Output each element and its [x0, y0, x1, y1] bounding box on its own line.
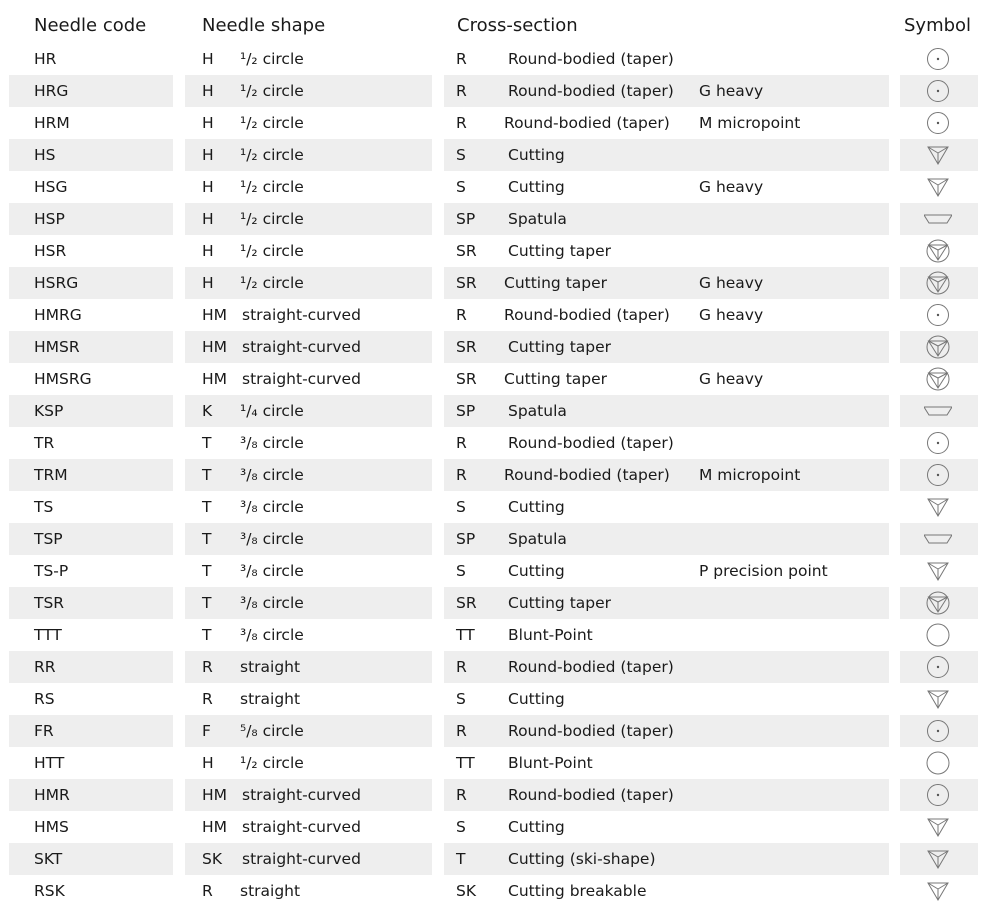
cross-name-cell: Cutting taper — [504, 370, 608, 388]
cross-name-cell: Cutting — [508, 690, 565, 708]
cross-name-cell: Cutting — [508, 498, 565, 516]
shape-letter-cell: H — [202, 82, 214, 100]
cutting-cross-section-icon — [924, 687, 952, 711]
cross-name-cell: Cutting taper — [508, 338, 612, 356]
table-row — [0, 427, 985, 459]
cross-code-cell: S — [456, 498, 466, 516]
needle-code-cell: HRM — [34, 114, 70, 132]
cutting-taper-cross-section-icon — [924, 335, 952, 359]
table-row — [0, 331, 985, 363]
cross-name-cell: Round-bodied (taper) — [508, 658, 674, 676]
round-cross-section-icon — [924, 783, 952, 807]
round-cross-section-icon — [924, 47, 952, 71]
cross-code-cell: T — [456, 850, 466, 868]
shape-name-cell: ¹/₂ circle — [240, 50, 304, 68]
table-row — [0, 715, 985, 747]
shape-name-cell: ¹/₂ circle — [240, 274, 304, 292]
shape-name-cell: straight-curved — [242, 306, 361, 324]
cross-code-cell: R — [456, 786, 467, 804]
blunt-cross-section-icon — [924, 623, 952, 647]
shape-letter-cell: HM — [202, 786, 228, 804]
shape-letter-cell: H — [202, 274, 214, 292]
shape-name-cell: ³/₈ circle — [240, 594, 304, 612]
shape-letter-cell: HM — [202, 338, 228, 356]
spatula-cross-section-icon — [924, 399, 952, 423]
cross-name-cell: Cutting taper — [508, 242, 612, 260]
cross-code-cell: S — [456, 562, 466, 580]
row-band — [185, 459, 432, 491]
shape-name-cell: ³/₈ circle — [240, 562, 304, 580]
shape-name-cell: straight-curved — [242, 338, 361, 356]
row-band — [185, 683, 432, 715]
shape-letter-cell: T — [202, 626, 212, 644]
cross-code-cell: S — [456, 146, 466, 164]
header-cross-section: Cross-section — [457, 15, 578, 36]
table-row — [0, 587, 985, 619]
shape-name-cell: ¹/₄ circle — [240, 402, 304, 420]
table-row — [0, 619, 985, 651]
row-band — [185, 587, 432, 619]
cross-name-cell: Blunt-Point — [508, 754, 593, 772]
shape-letter-cell: K — [202, 402, 213, 420]
cross-code-cell: S — [456, 178, 466, 196]
shape-letter-cell: R — [202, 658, 213, 676]
cross-code-cell: R — [456, 434, 467, 452]
cross-name-cell: Cutting taper — [508, 594, 612, 612]
table-row — [0, 267, 985, 299]
needle-code-cell: TRM — [34, 466, 68, 484]
shape-letter-cell: H — [202, 178, 214, 196]
shape-letter-cell: T — [202, 530, 212, 548]
needle-code-cell: HMS — [34, 818, 69, 836]
row-band — [185, 267, 432, 299]
header-symbol: Symbol — [904, 15, 972, 36]
row-band — [185, 203, 432, 235]
cross-code-cell: S — [456, 690, 466, 708]
shape-letter-cell: F — [202, 722, 211, 740]
cross-note-cell: M micropoint — [699, 114, 801, 132]
cross-name-cell: Spatula — [508, 402, 567, 420]
needle-table — [0, 43, 985, 907]
cross-name-cell: Round-bodied (taper) — [508, 722, 674, 740]
cross-name-cell: Round-bodied (taper) — [508, 786, 674, 804]
row-band — [185, 75, 432, 107]
cross-code-cell: R — [456, 50, 467, 68]
table-row — [0, 875, 985, 907]
needle-code-cell: HMSRG — [34, 370, 92, 388]
shape-letter-cell: HM — [202, 306, 228, 324]
shape-name-cell: ¹/₂ circle — [240, 82, 304, 100]
row-band — [185, 555, 432, 587]
shape-letter-cell: HM — [202, 818, 228, 836]
shape-letter-cell: T — [202, 562, 212, 580]
needle-code-cell: TR — [34, 434, 55, 452]
needle-code-cell: HTT — [34, 754, 65, 772]
needle-code-cell: TSR — [34, 594, 65, 612]
row-band — [185, 523, 432, 555]
spatula-cross-section-icon — [924, 527, 952, 551]
shape-name-cell: ³/₈ circle — [240, 498, 304, 516]
shape-letter-cell: H — [202, 146, 214, 164]
cross-code-cell: R — [456, 466, 467, 484]
cross-note-cell: M micropoint — [699, 466, 801, 484]
needle-code-cell: HSG — [34, 178, 68, 196]
blunt-cross-section-icon — [924, 751, 952, 775]
shape-letter-cell: H — [202, 210, 214, 228]
needle-code-cell: KSP — [34, 402, 64, 420]
header-needle-shape: Needle shape — [202, 15, 326, 36]
cross-note-cell: P precision point — [699, 562, 828, 580]
cutting-cross-section-icon — [924, 143, 952, 167]
cross-name-cell: Round-bodied (taper) — [504, 466, 670, 484]
cross-code-cell: S — [456, 818, 466, 836]
shape-name-cell: ⁵/₈ circle — [240, 722, 304, 740]
shape-name-cell: straight — [240, 658, 301, 676]
shape-name-cell: ¹/₂ circle — [240, 178, 304, 196]
table-row — [0, 779, 985, 811]
shape-name-cell: ¹/₂ circle — [240, 242, 304, 260]
shape-letter-cell: T — [202, 498, 212, 516]
round-cross-section-icon — [924, 719, 952, 743]
shape-letter-cell: H — [202, 242, 214, 260]
spatula-cross-section-icon — [924, 207, 952, 231]
cross-code-cell: SR — [456, 274, 477, 292]
shape-name-cell: straight — [240, 690, 301, 708]
table-row — [0, 747, 985, 779]
cross-code-cell: SP — [456, 210, 476, 228]
shape-letter-cell: SK — [202, 850, 223, 868]
needle-code-cell: HSP — [34, 210, 65, 228]
row-band — [185, 171, 432, 203]
shape-letter-cell: R — [202, 882, 213, 900]
cross-note-cell: G heavy — [699, 82, 764, 100]
shape-name-cell: ¹/₂ circle — [240, 210, 304, 228]
table-row — [0, 683, 985, 715]
cutting-taper-cross-section-icon — [924, 591, 952, 615]
table-row — [0, 523, 985, 555]
shape-name-cell: ¹/₂ circle — [240, 146, 304, 164]
table-row — [0, 555, 985, 587]
table-row — [0, 235, 985, 267]
needle-code-cell: RR — [34, 658, 56, 676]
cutting-taper-cross-section-icon — [924, 271, 952, 295]
cross-name-cell: Spatula — [508, 530, 567, 548]
cross-name-cell: Round-bodied (taper) — [508, 434, 674, 452]
row-band — [185, 43, 432, 75]
cutting-cross-section-icon — [924, 495, 952, 519]
needle-code-cell: TS-P — [34, 562, 69, 580]
row-band — [185, 747, 432, 779]
shape-name-cell: straight-curved — [242, 786, 361, 804]
table-row — [0, 363, 985, 395]
table-row — [0, 139, 985, 171]
needle-code-cell: HMR — [34, 786, 70, 804]
cross-code-cell: SR — [456, 338, 477, 356]
round-cross-section-icon — [924, 303, 952, 327]
cross-name-cell: Cutting — [508, 818, 565, 836]
shape-name-cell: ³/₈ circle — [240, 466, 304, 484]
cross-note-cell: G heavy — [699, 178, 764, 196]
cutting-cross-section-icon — [924, 559, 952, 583]
row-band — [185, 139, 432, 171]
cross-code-cell: SR — [456, 594, 477, 612]
cross-name-cell: Cutting breakable — [508, 882, 647, 900]
shape-letter-cell: T — [202, 434, 212, 452]
cross-name-cell: Cutting — [508, 178, 565, 196]
cross-code-cell: SP — [456, 402, 476, 420]
needle-code-cell: RS — [34, 690, 55, 708]
needle-code-cell: SKT — [34, 850, 63, 868]
cross-name-cell: Spatula — [508, 210, 567, 228]
shape-name-cell: ¹/₂ circle — [240, 114, 304, 132]
table-row — [0, 107, 985, 139]
row-band — [185, 619, 432, 651]
shape-letter-cell: H — [202, 754, 214, 772]
cross-code-cell: SP — [456, 530, 476, 548]
shape-letter-cell: H — [202, 114, 214, 132]
shape-letter-cell: T — [202, 594, 212, 612]
row-band — [185, 715, 432, 747]
cross-code-cell: TT — [456, 754, 475, 772]
shape-name-cell: ¹/₂ circle — [240, 754, 304, 772]
needle-code-cell: HSR — [34, 242, 67, 260]
cutting-taper-cross-section-icon — [924, 367, 952, 391]
needle-code-cell: FR — [34, 722, 54, 740]
round-cross-section-icon — [924, 655, 952, 679]
shape-name-cell: ³/₈ circle — [240, 530, 304, 548]
cross-code-cell: R — [456, 306, 467, 324]
cross-code-cell: R — [456, 722, 467, 740]
round-cross-section-icon — [924, 79, 952, 103]
row-band — [185, 107, 432, 139]
cross-name-cell: Round-bodied (taper) — [504, 306, 670, 324]
cross-code-cell: R — [456, 658, 467, 676]
cross-code-cell: R — [456, 114, 467, 132]
needle-code-cell: HRG — [34, 82, 69, 100]
table-row — [0, 75, 985, 107]
cutting-cross-section-icon — [924, 847, 952, 871]
table-row — [0, 203, 985, 235]
round-cross-section-icon — [924, 431, 952, 455]
cross-name-cell: Cutting (ski-shape) — [508, 850, 656, 868]
table-row — [0, 299, 985, 331]
cross-name-cell: Blunt-Point — [508, 626, 593, 644]
cross-code-cell: TT — [456, 626, 475, 644]
table-row — [0, 171, 985, 203]
row-band — [185, 491, 432, 523]
cross-name-cell: Round-bodied (taper) — [508, 82, 674, 100]
needle-code-cell: HR — [34, 50, 57, 68]
shape-name-cell: straight — [240, 882, 301, 900]
shape-name-cell: straight-curved — [242, 850, 361, 868]
round-cross-section-icon — [924, 463, 952, 487]
needle-code-cell: TTT — [34, 626, 62, 644]
cross-name-cell: Round-bodied (taper) — [508, 50, 674, 68]
shape-letter-cell: H — [202, 50, 214, 68]
shape-name-cell: ³/₈ circle — [240, 626, 304, 644]
cross-name-cell: Round-bodied (taper) — [504, 114, 670, 132]
row-band — [185, 395, 432, 427]
round-cross-section-icon — [924, 111, 952, 135]
table-row — [0, 491, 985, 523]
table-row — [0, 395, 985, 427]
cross-note-cell: G heavy — [699, 274, 764, 292]
table-row — [0, 811, 985, 843]
cross-name-cell: Cutting — [508, 146, 565, 164]
cross-note-cell: G heavy — [699, 306, 764, 324]
header-needle-code: Needle code — [34, 15, 147, 36]
shape-name-cell: straight-curved — [242, 818, 361, 836]
row-band — [185, 651, 432, 683]
cutting-cross-section-icon — [924, 175, 952, 199]
needle-code-cell: HMRG — [34, 306, 82, 324]
cross-code-cell: R — [456, 82, 467, 100]
table-row — [0, 651, 985, 683]
table-row — [0, 43, 985, 75]
shape-letter-cell: R — [202, 690, 213, 708]
row-band — [185, 875, 432, 907]
needle-code-cell: TS — [34, 498, 54, 516]
table-row — [0, 459, 985, 491]
cross-name-cell: Cutting — [508, 562, 565, 580]
table-row — [0, 843, 985, 875]
cutting-cross-section-icon — [924, 815, 952, 839]
needle-code-cell: HS — [34, 146, 56, 164]
cross-name-cell: Cutting taper — [504, 274, 608, 292]
cross-code-cell: SR — [456, 242, 477, 260]
cutting-taper-cross-section-icon — [924, 239, 952, 263]
cross-code-cell: SK — [456, 882, 477, 900]
shape-name-cell: straight-curved — [242, 370, 361, 388]
needle-code-cell: RSK — [34, 882, 65, 900]
cross-note-cell: G heavy — [699, 370, 764, 388]
row-band — [185, 235, 432, 267]
needle-code-cell: HMSR — [34, 338, 80, 356]
shape-name-cell: ³/₈ circle — [240, 434, 304, 452]
cutting-cross-section-icon — [924, 879, 952, 903]
shape-letter-cell: HM — [202, 370, 228, 388]
cross-code-cell: SR — [456, 370, 477, 388]
shape-letter-cell: T — [202, 466, 212, 484]
row-band — [185, 427, 432, 459]
needle-code-cell: TSP — [34, 530, 63, 548]
needle-code-cell: HSRG — [34, 274, 79, 292]
